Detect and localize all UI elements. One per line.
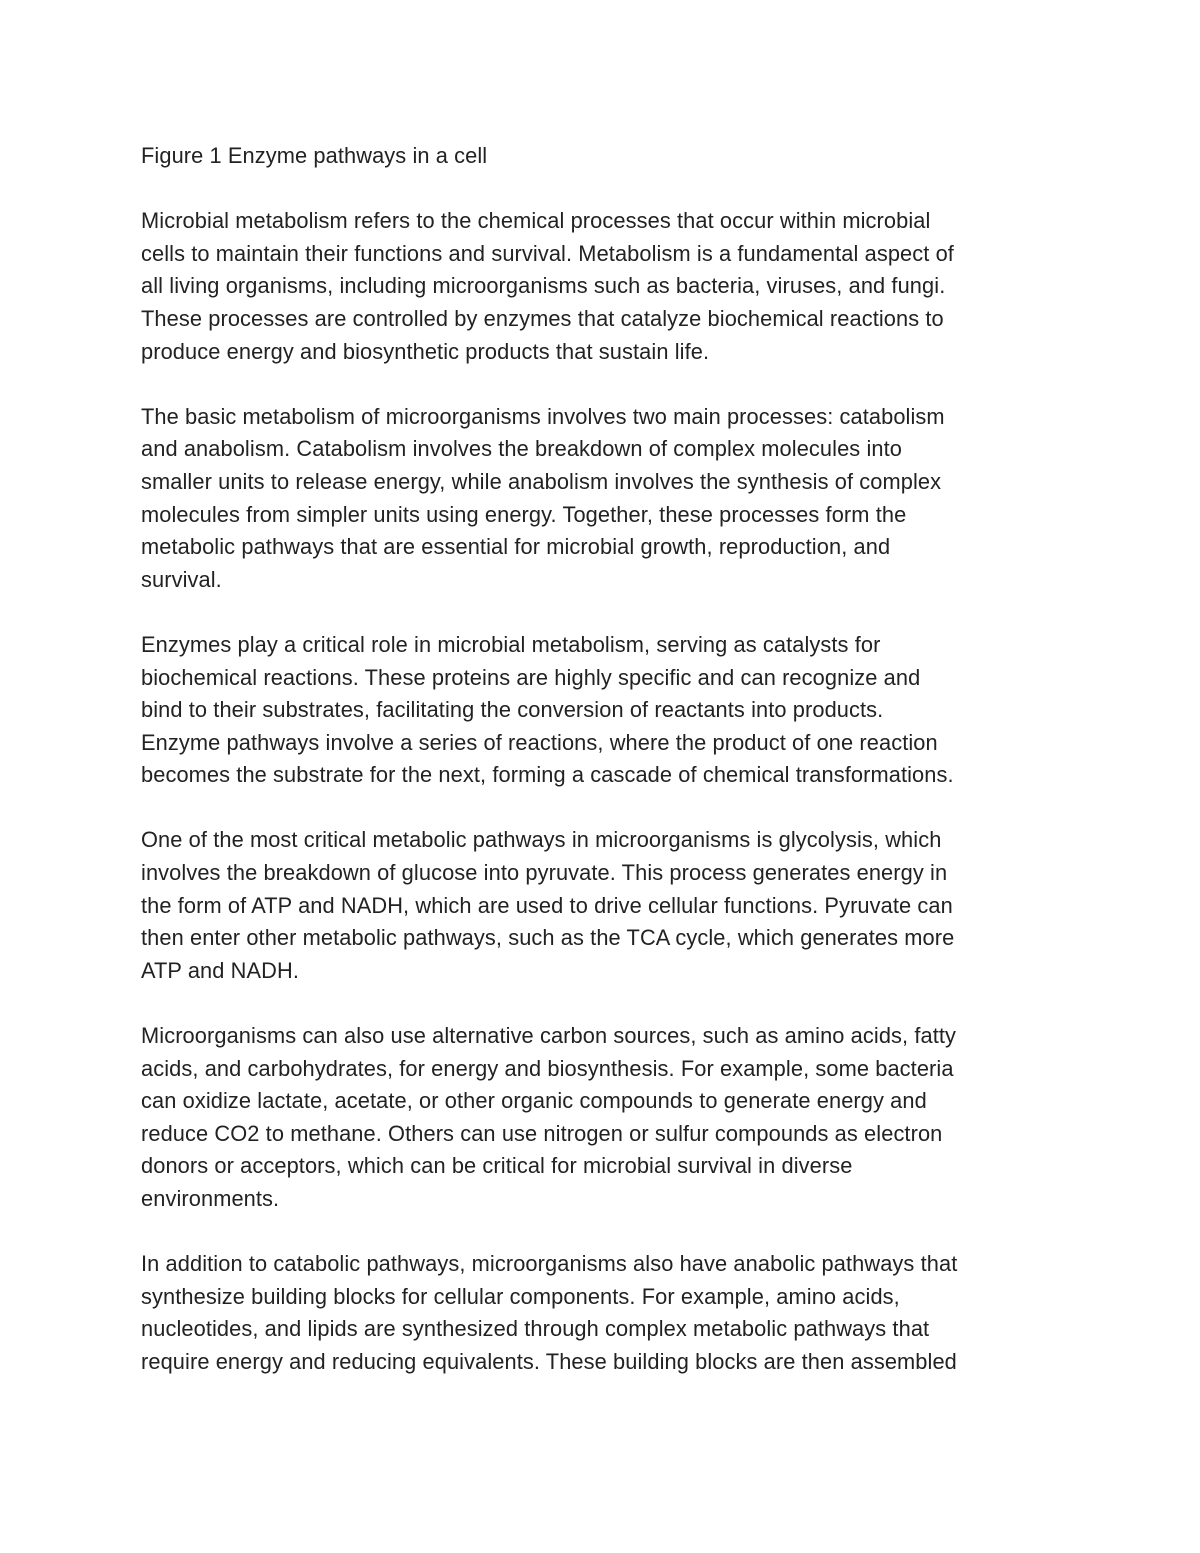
text-line: smaller units to release energy, while anabolism involves the synthesis of complex bbox=[141, 468, 942, 494]
text-line: involves the breakdown of glucose into pyruvate. This process generates energy in bbox=[141, 860, 948, 886]
text-line: becomes the substrate for the next, forming a cascade of chemical transformations. bbox=[141, 762, 954, 788]
text-line: cells to maintain their functions and survival. Metabolism is a fundamental aspect of bbox=[141, 240, 954, 266]
figure-caption: Figure 1 Enzyme pathways in a cell bbox=[141, 143, 488, 168]
text-line: bind to their substrates, facilitating the conversion of reactants into products. bbox=[141, 697, 884, 723]
text-line: Enzyme pathways involve a series of reactions, where the product of one reaction bbox=[141, 729, 938, 755]
text-line: can oxidize lactate, acetate, or other organic compounds to generate energy and bbox=[141, 1088, 927, 1114]
text-line: donors or acceptors, which can be critical for microbial survival in diverse bbox=[141, 1153, 853, 1179]
text-line: molecules from simpler units using energy. Together, these processes form the bbox=[141, 501, 907, 527]
text-line: nucleotides, and lipids are synthesized through complex metabolic pathways that bbox=[141, 1316, 930, 1342]
text-line: require energy and reducing equivalents. These building blocks are then assembled bbox=[141, 1348, 957, 1374]
text-line: Microbial metabolism refers to the chemical processes that occur within microbial bbox=[141, 208, 931, 234]
paragraph bbox=[141, 1248, 1081, 1378]
text-line: metabolic pathways that are essential for microbial growth, reproduction, and bbox=[141, 534, 891, 560]
text-line: Enzymes play a critical role in microbial metabolism, serving as catalysts for bbox=[141, 631, 881, 657]
text-line: In addition to catabolic pathways, microorganisms also have anabolic pathways that bbox=[141, 1251, 958, 1277]
text-line: The basic metabolism of microorganisms involves two main processes: catabolism bbox=[141, 403, 945, 429]
text-line: Microorganisms can also use alternative carbon sources, such as amino acids, fatty bbox=[141, 1023, 957, 1049]
text-line: and anabolism. Catabolism involves the breakdown of complex molecules into bbox=[141, 436, 902, 462]
text-line: survival. bbox=[141, 566, 222, 592]
text-line: then enter other metabolic pathways, such as the TCA cycle, which generates more bbox=[141, 925, 955, 951]
text-line: biochemical reactions. These proteins are highly specific and can recognize and bbox=[141, 664, 921, 690]
paragraph bbox=[141, 401, 1081, 597]
paragraph bbox=[141, 1020, 1081, 1216]
paragraph bbox=[141, 629, 1081, 792]
text-line: all living organisms, including microorganisms such as bacteria, viruses, and fungi. bbox=[141, 273, 946, 299]
text-line: acids, and carbohydrates, for energy and biosynthesis. For example, some bacteria bbox=[141, 1055, 954, 1081]
text-line: environments. bbox=[141, 1186, 280, 1211]
paragraph bbox=[141, 205, 1081, 368]
text-line: reduce CO2 to methane. Others can use nitrogen or sulfur compounds as electron bbox=[141, 1120, 943, 1146]
text-line: One of the most critical metabolic pathways in microorganisms is glycolysis, which bbox=[141, 827, 942, 853]
text-line: produce energy and biosynthetic products that sustain life. bbox=[141, 338, 710, 364]
text-line: the form of ATP and NADH, which are used to drive cellular functions. Pyruvate can bbox=[141, 892, 953, 918]
paragraph bbox=[141, 824, 1081, 987]
text-line: synthesize building blocks for cellular components. For example, amino acids, bbox=[141, 1283, 900, 1309]
text-line: These processes are controlled by enzymes that catalyze biochemical reactions to bbox=[141, 305, 944, 331]
text-line: ATP and NADH. bbox=[141, 957, 299, 983]
document-body bbox=[141, 140, 1081, 1411]
